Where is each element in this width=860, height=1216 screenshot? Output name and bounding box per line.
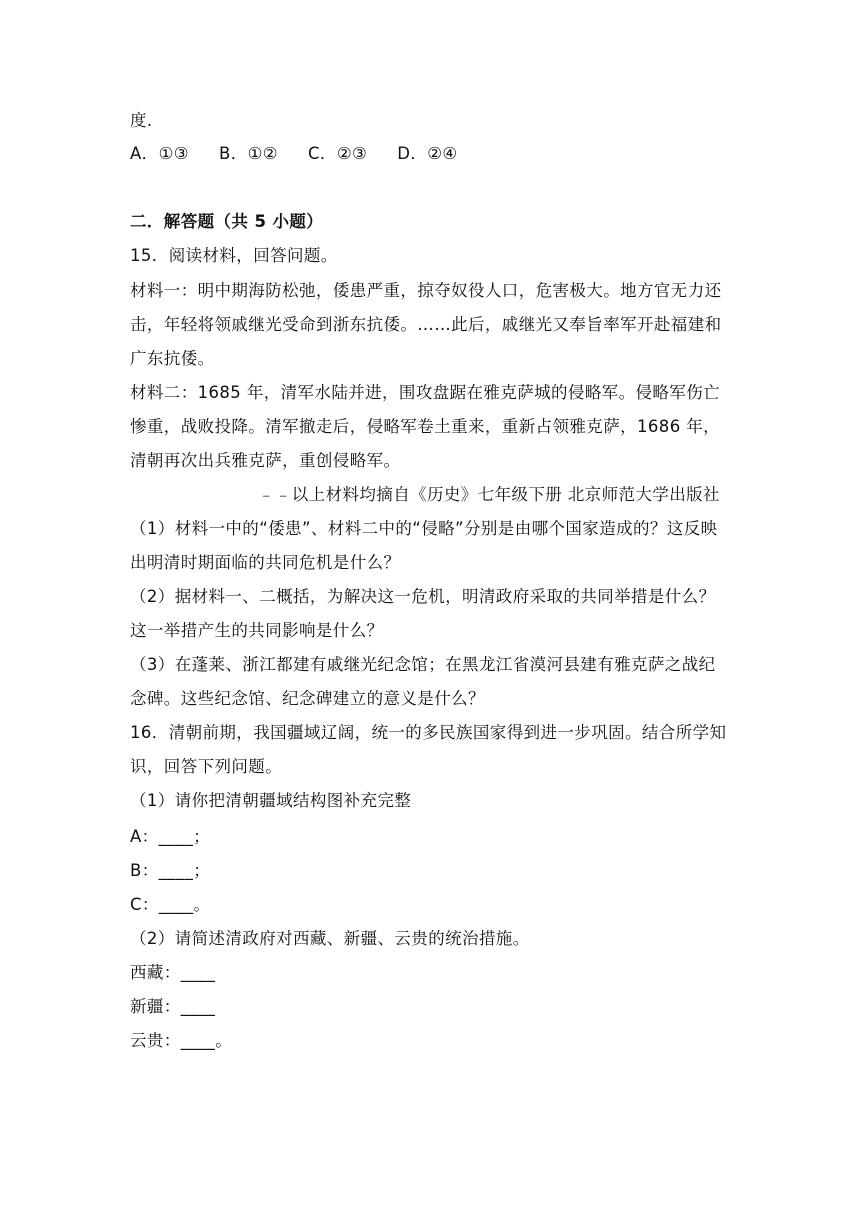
question-15-3: 念碑。这些纪念馆、纪念碑建立的意义是什么？ bbox=[130, 689, 485, 708]
material-1-line: 材料一：明中期海防松弛，倭患严重，掠夺奴役人口，危害极大。地方官无力还 bbox=[130, 281, 722, 300]
question-16-2: （2）请简述清政府对西藏、新疆、云贵的统治措施。 bbox=[130, 929, 530, 948]
question-15-1: （1）材料一中的“倭患”、材料二中的“侵略”分别是由哪个国家造成的？这反映 bbox=[130, 519, 718, 538]
section-heading: 二．解答题（共 5 小题） bbox=[130, 212, 324, 231]
question-16: 16．清朝前期，我国疆域辽阔，统一的多民族国家得到进一步巩固。结合所学知 bbox=[130, 723, 727, 742]
blank-c: C：____。 bbox=[130, 895, 211, 914]
material-2-line: 惨重，战败投降。清军撤走后，侵略军卷土重来，重新占领雅克萨，1686 年， bbox=[130, 417, 721, 436]
option-d: D．②④ bbox=[397, 144, 458, 163]
option-a: A．①③ bbox=[130, 144, 189, 163]
material-2-line: 材料二：1685 年，清军水陆并进，围攻盘踞在雅克萨城的侵略军。侵略军伤亡 bbox=[130, 383, 721, 402]
blank-xizang: 西藏：____ bbox=[130, 963, 216, 982]
material-1-line: 广东抗倭。 bbox=[130, 349, 215, 368]
blank-b: B：____； bbox=[130, 861, 211, 880]
material-2-line: 清朝再次出兵雅克萨，重创侵略军。 bbox=[130, 451, 401, 470]
material-source: ﹣﹣以上材料均摘自《历史》七年级下册 北京师范大学出版社 bbox=[258, 485, 720, 504]
question-15-2: （2）据材料一、二概括，为解决这一危机，明清政府采取的共同举措是什么？ bbox=[130, 587, 716, 606]
option-c: C．②③ bbox=[308, 144, 368, 163]
answer-options bbox=[130, 143, 488, 165]
question-16-1: （1）请你把清朝疆域结构图补充完整 bbox=[130, 791, 412, 810]
blank-a: A：____； bbox=[130, 827, 211, 846]
option-b: B．①② bbox=[218, 144, 278, 163]
question-15-1: 出明清时期面临的共同危机是什么？ bbox=[130, 553, 401, 572]
question-15: 15．阅读材料，回答问题。 bbox=[130, 246, 338, 265]
material-1-line: 击，年轻将领戚继光受命到浙东抗倭。……此后，戚继光又奉旨率军开赴福建和 bbox=[130, 315, 722, 334]
question-15-3: （3）在蓬莱、浙江都建有戚继光纪念馆；在黑龙江省漠河县建有雅克萨之战纪 bbox=[130, 655, 716, 674]
blank-yungui: 云贵：____。 bbox=[130, 1031, 233, 1050]
blank-xinjiang: 新疆：____ bbox=[130, 997, 216, 1016]
text-line: 度. bbox=[130, 111, 153, 130]
question-16: 识，回答下列问题。 bbox=[130, 757, 283, 776]
question-15-2: 这一举措产生的共同影响是什么？ bbox=[130, 621, 384, 640]
